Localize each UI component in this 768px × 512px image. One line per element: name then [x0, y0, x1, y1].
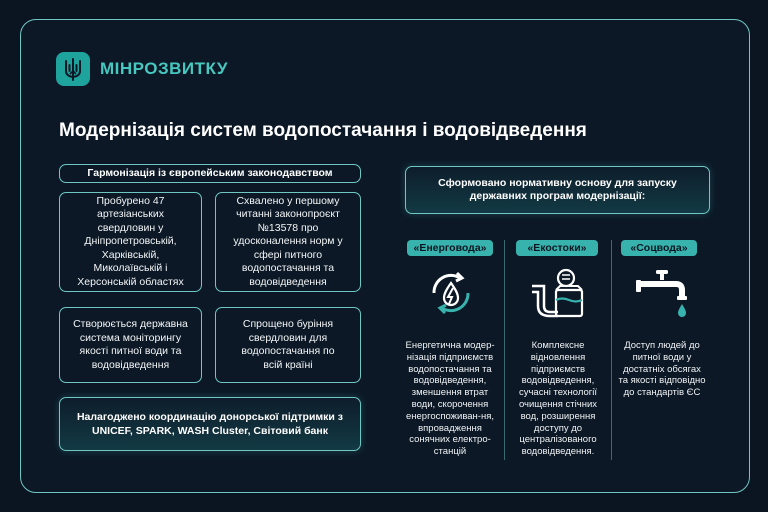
info-card-drilling	[215, 307, 361, 383]
left-section-header	[59, 164, 361, 183]
page-title: Модернізація систем водопостачання і водовідведення	[59, 120, 587, 141]
right-section-header	[405, 166, 710, 214]
brand-name: МІНРОЗВИТКУ	[100, 59, 228, 78]
info-card-text: Пробурено 47 артезіанських свердловин у Дніпропетровській, Харківській, Миколаївській і Херсонській областях	[77, 194, 184, 288]
program-description-sotsvoda: Доступ людей до питної води у достатніх обсягах та якості відповідно до стандартів ЄС	[618, 340, 706, 399]
left-section-header-text: Гармонізація із європейським законодавством	[87, 167, 333, 179]
info-card-text: Спрощено буріння свердловин для водопостачання по всій країні	[241, 318, 335, 371]
treatment-plant-icon	[528, 266, 586, 322]
info-card-text: Створюється державна система моніторингу якості питної води та водовідведення	[73, 318, 188, 371]
faucet-icon	[634, 266, 688, 322]
divider	[504, 240, 505, 460]
trident-logo-icon	[56, 52, 90, 86]
right-section-header-text: Сформовано нормативну основу для запуску державних програм модернізації:	[438, 177, 677, 202]
info-card-monitoring	[59, 307, 202, 383]
program-tag-ekostoky: «Екостоки»	[516, 240, 598, 256]
program-description-energovoda: Енергетична модер-нізація підприємств водопостачання та водовідведення, зменшення втрат води, скорочення енергоспоживан-ня, впровадження сонячних електро-станцій	[405, 340, 495, 458]
info-card-text: Схвалено у першому читанні законопроєкт №13578 про удосконалення норм у сфері питного водопостачання та водовідведення	[233, 194, 343, 288]
info-card-law	[215, 192, 361, 292]
divider	[611, 240, 612, 460]
energy-water-icon	[424, 266, 478, 320]
info-card-wells	[59, 192, 202, 292]
donor-coordination-text: Налагоджено координацію донорської підтримки з UNICEF, SPARK, WASH Cluster, Світовий банк	[76, 411, 344, 437]
program-tag-sotsvoda: «Соцвода»	[621, 240, 697, 256]
donor-coordination-banner	[59, 397, 361, 451]
program-description-ekostoky: Комплексне відновлення підприємств водовідведення, сучасні технології очищення стічних вод, розширення доступу до централізованого водовідведення.	[518, 340, 598, 458]
program-tag-energovoda: «Енерговода»	[407, 240, 493, 256]
